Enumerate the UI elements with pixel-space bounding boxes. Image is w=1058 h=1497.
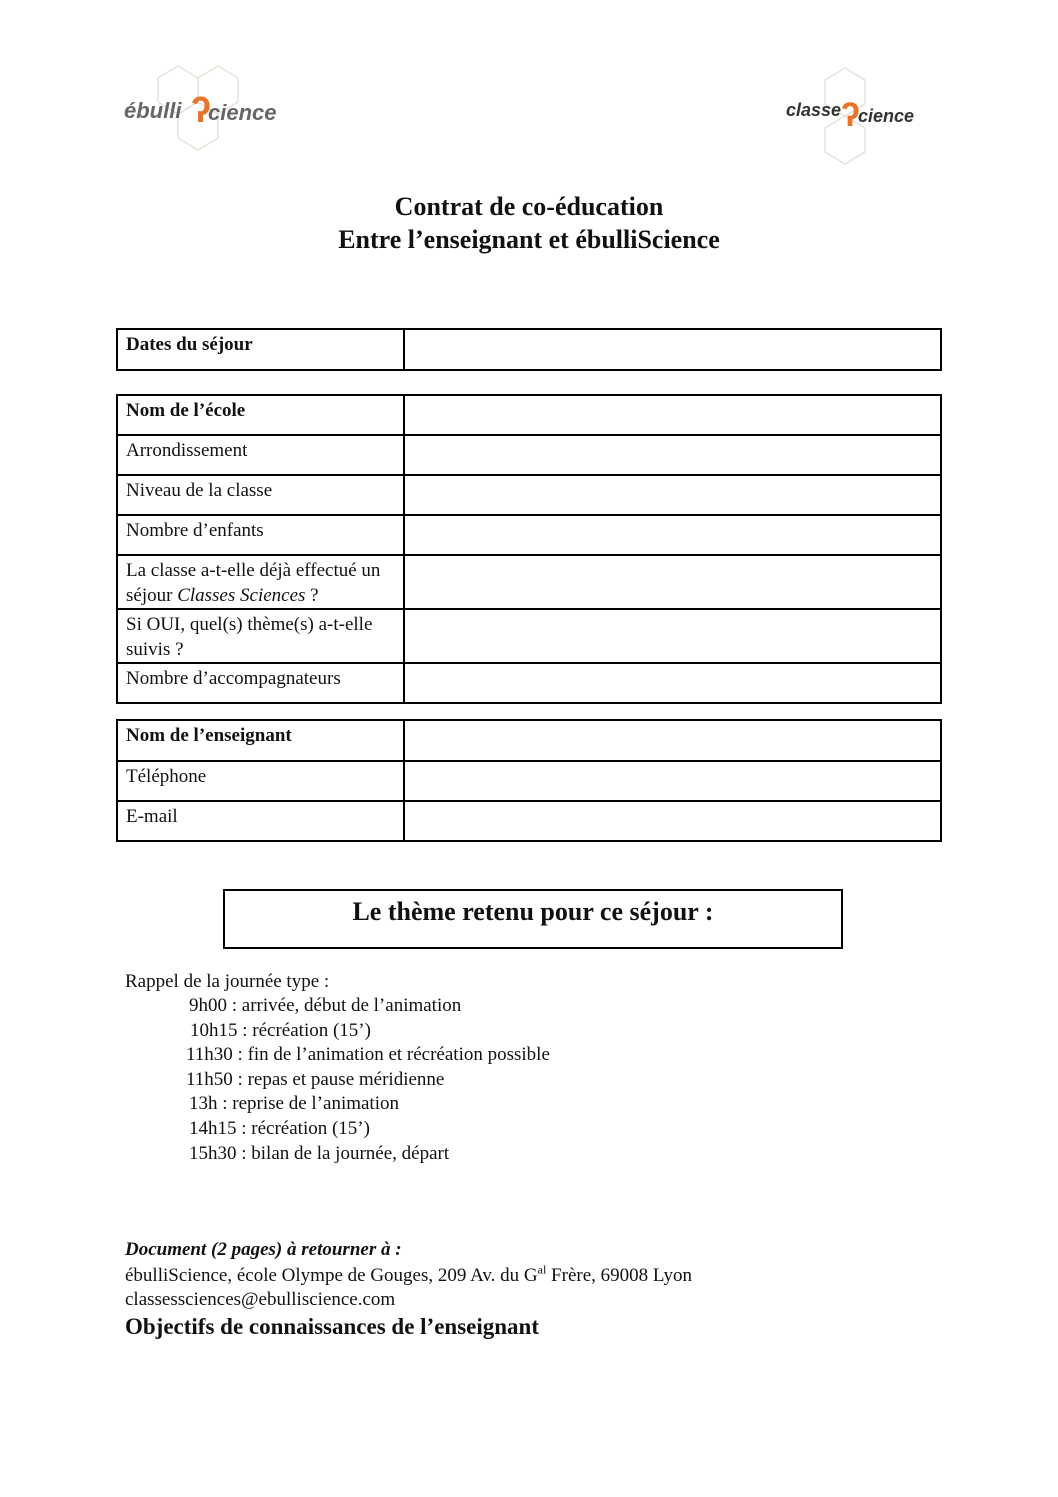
chaperones-count-field[interactable] <box>404 663 941 703</box>
previous-stay-label-part1: La classe a-t-elle déjà effectué un séjour <box>126 560 381 606</box>
children-count-label: Nombre d’enfants <box>117 515 404 555</box>
return-address <box>125 1264 692 1289</box>
classescience-logo <box>780 66 930 176</box>
table-row <box>117 720 941 761</box>
list-item: 15h30 : bilan de la journée, départ <box>189 1142 450 1164</box>
list-item: 11h50 : repas et pause méridienne <box>186 1068 445 1090</box>
chaperones-count-label: Nombre d’accompagnateurs <box>117 663 404 703</box>
schedule-title: Rappel de la journée type : <box>125 971 330 992</box>
table-row <box>117 609 941 663</box>
address-part1: ébulliScience, école Olympe de Gouges, 209 Av. du G <box>125 1265 538 1286</box>
school-info-table <box>116 394 942 704</box>
themes-followed-field[interactable] <box>404 609 941 663</box>
list-item: 11h30 : fin de l’animation et récréation possible <box>186 1044 550 1066</box>
table-row <box>117 663 941 703</box>
chosen-theme-box[interactable]: Le thème retenu pour ce séjour : <box>223 889 843 949</box>
district-field[interactable] <box>404 435 941 475</box>
return-instructions: Document (2 pages) à retourner à : <box>125 1239 402 1260</box>
previous-stay-label-part2: ? <box>305 585 319 606</box>
phone-field[interactable] <box>404 761 941 801</box>
stay-dates-label: Dates du séjour <box>117 329 404 370</box>
list-item: 13h : reprise de l’animation <box>189 1093 399 1115</box>
question-s-icon: ʔ <box>191 89 212 130</box>
ebulliscience-logo <box>118 58 288 168</box>
list-item: 10h15 : récréation (15’) <box>190 1019 371 1041</box>
question-s-icon: ʔ <box>841 96 860 134</box>
teacher-info-table <box>116 719 942 842</box>
table-row <box>117 555 941 609</box>
previous-stay-label-italic: Classes Sciences <box>177 585 306 606</box>
list-item: 9h00 : arrivée, début de l’animation <box>189 995 462 1016</box>
table-row <box>117 435 941 475</box>
table-row <box>117 475 941 515</box>
previous-stay-label <box>117 555 404 609</box>
schedule-list <box>186 994 550 1166</box>
table-row <box>117 329 941 370</box>
school-name-label: Nom de l’école <box>117 395 404 435</box>
district-label: Arrondissement <box>117 435 404 475</box>
school-name-field[interactable] <box>404 395 941 435</box>
document-subtitle: Entre l’enseignant et ébulliScience <box>338 225 720 254</box>
teacher-name-field[interactable] <box>404 720 941 761</box>
stay-dates-field[interactable] <box>404 329 941 370</box>
children-count-field[interactable] <box>404 515 941 555</box>
stay-dates-table <box>116 328 942 371</box>
document-title: Contrat de co-éducation <box>394 192 664 221</box>
logo-right-prefix: classe <box>786 100 842 120</box>
table-row <box>117 761 941 801</box>
phone-label: Téléphone <box>117 761 404 801</box>
themes-followed-label: Si OUI, quel(s) thème(s) a-t-elle suivis ? <box>117 609 404 663</box>
classescience-logo-graphic <box>780 66 930 176</box>
objectives-heading: Objectifs de connaissances de l’enseignant <box>125 1314 539 1339</box>
class-level-field[interactable] <box>404 475 941 515</box>
class-level-label: Niveau de la classe <box>117 475 404 515</box>
logo-left-suffix: cience <box>208 100 277 125</box>
contact-email[interactable]: classessciences@ebulliscience.com <box>125 1289 396 1310</box>
email-field[interactable] <box>404 801 941 841</box>
previous-stay-field[interactable] <box>404 555 941 609</box>
table-row <box>117 801 941 841</box>
ebulliscience-logo-graphic <box>118 58 288 168</box>
address-superscript: al <box>537 1262 547 1277</box>
address-part2: Frère, 69008 Lyon <box>546 1265 692 1286</box>
email-label: E-mail <box>117 801 404 841</box>
list-item: 14h15 : récréation (15’) <box>189 1117 370 1139</box>
teacher-name-label: Nom de l’enseignant <box>117 720 404 761</box>
logo-left-prefix: ébulli <box>124 98 182 123</box>
logo-right-suffix: cience <box>858 106 915 126</box>
table-row <box>117 515 941 555</box>
table-row <box>117 395 941 435</box>
